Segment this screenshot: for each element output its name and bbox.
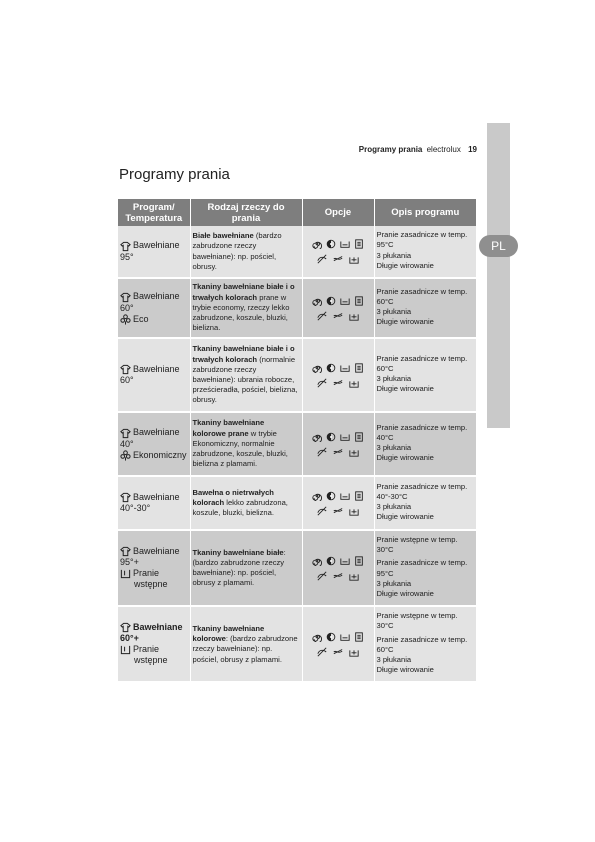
description-line: Długie wirowanie — [376, 665, 434, 675]
rinse-hold-icon — [333, 311, 343, 321]
items-text: (bardzo zabrudzone rzeczy bawełniane): np. pościel, obrusy. — [192, 231, 282, 271]
table-body — [118, 226, 476, 682]
time-saver-icon — [354, 296, 364, 306]
options-cell — [302, 278, 374, 338]
options-cell — [302, 606, 374, 682]
program-line — [120, 364, 188, 375]
prewash-option-icon — [340, 239, 350, 249]
time-saver-icon — [354, 556, 364, 566]
description-block — [377, 482, 475, 523]
spin-reduction-icon — [312, 632, 322, 642]
description-block — [377, 423, 475, 464]
header-brand: electrolux — [426, 145, 461, 154]
program-text: wstępne — [134, 579, 168, 590]
items-cell — [190, 476, 302, 530]
header-section: Programy prania — [358, 145, 423, 154]
page-title: Programy prania — [119, 166, 230, 183]
items-cell — [190, 226, 302, 278]
program-line — [120, 655, 188, 666]
description-line: 3 płukania — [376, 250, 412, 260]
program-text: Bawełniane — [133, 491, 180, 502]
stain-icon — [326, 491, 336, 501]
program-cell — [118, 530, 190, 606]
rinse-hold-icon — [333, 571, 343, 581]
options-row — [303, 444, 374, 459]
program-text: Pranie — [133, 568, 160, 579]
description-line: 3 płukania — [376, 443, 412, 452]
extra-rinse-icon — [349, 571, 359, 581]
description-block — [377, 287, 475, 328]
table-row — [118, 278, 476, 338]
options-row — [303, 429, 374, 444]
options-row — [303, 553, 374, 568]
spin-reduction-icon — [312, 432, 322, 442]
items-bold-text: Tkaniny bawełniane kolorowe prane — [192, 418, 265, 438]
items-cell — [190, 338, 302, 412]
rinse-hold-icon — [333, 378, 343, 388]
prewash-option-icon — [340, 432, 350, 442]
no-spin-icon — [317, 378, 327, 388]
time-saver-icon — [354, 432, 364, 442]
eco-icon — [120, 314, 131, 325]
program-cell — [118, 412, 190, 476]
prewash-option-icon — [340, 632, 350, 642]
table-row — [118, 412, 476, 476]
prewash-option-icon — [340, 491, 350, 501]
description-line: Pranie zasadnicze w temp. 40°C — [376, 422, 468, 442]
program-text: 40°-30° — [120, 503, 151, 514]
items-bold-text: Białe bawełniane — [192, 231, 254, 241]
program-line — [120, 622, 188, 633]
items-bold-text: Tkaniny bawełniane białe i o trwałych kolorach — [192, 282, 295, 302]
program-line — [120, 568, 188, 579]
program-text: 95°+ — [120, 557, 139, 568]
description-line: 3 płukania — [376, 578, 412, 588]
options-row — [303, 293, 374, 308]
program-text: 60° — [120, 375, 134, 386]
description-line: Pranie zasadnicze w temp. 60°C — [376, 353, 468, 373]
program-cell — [118, 278, 190, 338]
column-header-program: Program/ Temperatura — [118, 199, 190, 226]
extra-rinse-icon — [349, 378, 359, 388]
options-row — [303, 252, 374, 267]
program-text: Bawełniane — [133, 240, 180, 251]
stain-icon — [326, 556, 336, 566]
cotton-shirt-icon — [120, 241, 131, 252]
items-text: prane w trybie economy, rzeczy lekko zabrudzone, koszule, bluzki, bielizna. — [192, 292, 290, 333]
cotton-shirt-icon — [120, 546, 131, 557]
items-text: lekko zabrudzona, koszule, bluzki, bielizna. — [192, 497, 288, 518]
extra-rinse-icon — [349, 254, 359, 264]
stain-icon — [326, 239, 336, 249]
program-text: Bawełniane — [133, 363, 180, 374]
items-cell — [190, 278, 302, 338]
description-block — [377, 230, 475, 271]
stain-icon — [326, 363, 336, 373]
items-bold-text: Bawełna o nietrwałych kolorach — [192, 487, 274, 507]
items-bold-text: Tkaniny bawełniane białe i o trwałych kolorach — [192, 344, 295, 364]
description-line: Długie wirowanie — [376, 317, 434, 327]
options-cell — [302, 226, 374, 278]
cotton-shirt-icon — [120, 622, 131, 633]
time-saver-icon — [354, 239, 364, 249]
no-spin-icon — [317, 311, 327, 321]
program-cell — [118, 606, 190, 682]
cotton-shirt-icon — [120, 364, 131, 375]
stain-icon — [326, 296, 336, 306]
spin-reduction-icon — [312, 491, 322, 501]
table-row — [118, 606, 476, 682]
table-header-row — [118, 199, 476, 226]
cotton-shirt-icon — [120, 292, 131, 303]
options-row — [303, 360, 374, 375]
program-line — [120, 492, 188, 503]
description-line: Pranie zasadnicze w temp. 60°C — [376, 634, 468, 654]
items-bold-text: Tkaniny bawełniane białe — [192, 547, 284, 557]
options-row — [303, 375, 374, 390]
column-header-options: Opcje — [302, 199, 374, 226]
program-text: Bawełniane — [133, 545, 180, 556]
items-text: : (bardzo zabrudzone rzeczy bawełniane): np. pościel, obrusy z plamami. — [192, 547, 286, 588]
extra-rinse-icon — [349, 311, 359, 321]
description-cell — [374, 338, 476, 412]
program-text: Eco — [133, 313, 149, 324]
items-cell — [190, 530, 302, 606]
stain-icon — [326, 632, 336, 642]
description-cell — [374, 226, 476, 278]
rinse-hold-icon — [333, 447, 343, 457]
time-saver-icon — [354, 363, 364, 373]
program-text: Bawełniane — [133, 622, 183, 633]
program-line — [120, 375, 188, 386]
program-cell — [118, 226, 190, 278]
time-saver-icon — [354, 491, 364, 501]
program-line — [120, 557, 188, 568]
rinse-hold-icon — [333, 506, 343, 516]
prewash-option-icon — [340, 556, 350, 566]
language-badge: PL — [479, 235, 518, 257]
time-saver-icon — [354, 632, 364, 642]
spin-reduction-icon — [312, 239, 322, 249]
side-tab-strip — [487, 123, 510, 428]
no-spin-icon — [317, 571, 327, 581]
description-line: Długie wirowanie — [376, 512, 434, 522]
items-text: (normalnie zabrudzone rzeczy bawełniane): ubrania robocze, prześcieradła, pościel, bielizna, obrusy. — [192, 354, 298, 405]
items-text: w trybie Ekonomiczny, normalnie zabrudzone, koszule, bluzki, bielizna z plamami. — [192, 428, 288, 469]
rinse-hold-icon — [333, 254, 343, 264]
spin-reduction-icon — [312, 363, 322, 373]
eco-icon — [120, 450, 131, 461]
program-line — [120, 314, 188, 325]
page-header — [359, 145, 477, 154]
rinse-hold-icon — [333, 647, 343, 657]
description-cell — [374, 606, 476, 682]
description-line: 3 płukania — [376, 307, 412, 316]
program-text: 60°+ — [120, 633, 139, 644]
options-row — [303, 629, 374, 644]
program-text: 60° — [120, 302, 134, 313]
page-number: 19 — [468, 145, 477, 154]
description-block — [377, 558, 475, 599]
description-line: 3 płukania — [376, 502, 412, 511]
program-line — [120, 291, 188, 302]
prewash-icon — [120, 568, 131, 579]
stain-icon — [326, 432, 336, 442]
program-line — [120, 439, 188, 450]
description-line: Pranie zasadnicze w temp. 40°-30°C — [376, 481, 468, 501]
description-line: Długie wirowanie — [376, 384, 434, 394]
program-line — [120, 644, 188, 655]
prewash-icon — [120, 644, 131, 655]
options-row — [303, 488, 374, 503]
no-spin-icon — [317, 254, 327, 264]
items-text: : (bardzo zabrudzone rzeczy bawełniane): np. pościel, obrusy z plamami. — [192, 634, 298, 664]
options-cell — [302, 476, 374, 530]
program-cell — [118, 476, 190, 530]
program-text: Ekonomiczny — [133, 449, 187, 460]
extra-rinse-icon — [349, 647, 359, 657]
options-row — [303, 503, 374, 518]
program-text: 40° — [120, 438, 134, 449]
program-cell — [118, 338, 190, 412]
description-line: Długie wirowanie — [376, 453, 434, 463]
items-bold-text: Tkaniny bawełniane kolorowe — [192, 623, 265, 644]
no-spin-icon — [317, 447, 327, 457]
options-row — [303, 237, 374, 252]
table-row — [118, 530, 476, 606]
description-cell — [374, 278, 476, 338]
options-cell — [302, 412, 374, 476]
table-row — [118, 226, 476, 278]
program-line — [120, 427, 188, 438]
options-row — [303, 568, 374, 583]
description-line: 3 płukania — [376, 655, 412, 665]
items-cell — [190, 412, 302, 476]
table-row — [118, 476, 476, 530]
cotton-shirt-icon — [120, 492, 131, 503]
description-cell — [374, 412, 476, 476]
program-line — [120, 450, 188, 461]
options-row — [303, 308, 374, 323]
program-line — [120, 546, 188, 557]
options-cell — [302, 338, 374, 412]
programs-table — [118, 199, 476, 683]
spin-reduction-icon — [312, 556, 322, 566]
program-text: Bawełniane — [133, 291, 180, 302]
description-block — [377, 354, 475, 395]
program-line — [120, 503, 188, 514]
description-line: Długie wirowanie — [376, 589, 434, 599]
description-line: Pranie zasadnicze w temp. 95°C — [376, 230, 468, 250]
description-block — [377, 635, 475, 676]
description-line: Pranie zasadnicze w temp. 60°C — [376, 286, 468, 306]
prewash-option-icon — [340, 363, 350, 373]
description-block — [377, 535, 475, 555]
description-line: 3 płukania — [376, 374, 412, 383]
program-text: wstępne — [134, 655, 168, 666]
no-spin-icon — [317, 506, 327, 516]
options-cell — [302, 530, 374, 606]
description-line: Długie wirowanie — [376, 260, 434, 270]
description-line: Pranie wstępne w temp. 30°C — [376, 611, 458, 631]
no-spin-icon — [317, 647, 327, 657]
description-cell — [374, 530, 476, 606]
program-line — [120, 633, 188, 644]
prewash-option-icon — [340, 296, 350, 306]
description-block — [377, 611, 475, 631]
program-line — [120, 240, 188, 251]
cotton-shirt-icon — [120, 428, 131, 439]
program-text: 95° — [120, 251, 134, 262]
extra-rinse-icon — [349, 506, 359, 516]
spin-reduction-icon — [312, 296, 322, 306]
program-text: Pranie — [133, 644, 160, 655]
program-line — [120, 303, 188, 314]
options-row — [303, 644, 374, 659]
program-line — [120, 579, 188, 590]
table-row — [118, 338, 476, 412]
description-line: Pranie zasadnicze w temp. 95°C — [376, 558, 468, 578]
column-header-description: Opis programu — [374, 199, 476, 226]
column-header-items: Rodzaj rzeczy do prania — [190, 199, 302, 226]
items-cell — [190, 606, 302, 682]
program-line — [120, 252, 188, 263]
description-cell — [374, 476, 476, 530]
program-text: Bawełniane — [133, 427, 180, 438]
extra-rinse-icon — [349, 447, 359, 457]
description-line: Pranie wstępne w temp. 30°C — [376, 535, 458, 555]
